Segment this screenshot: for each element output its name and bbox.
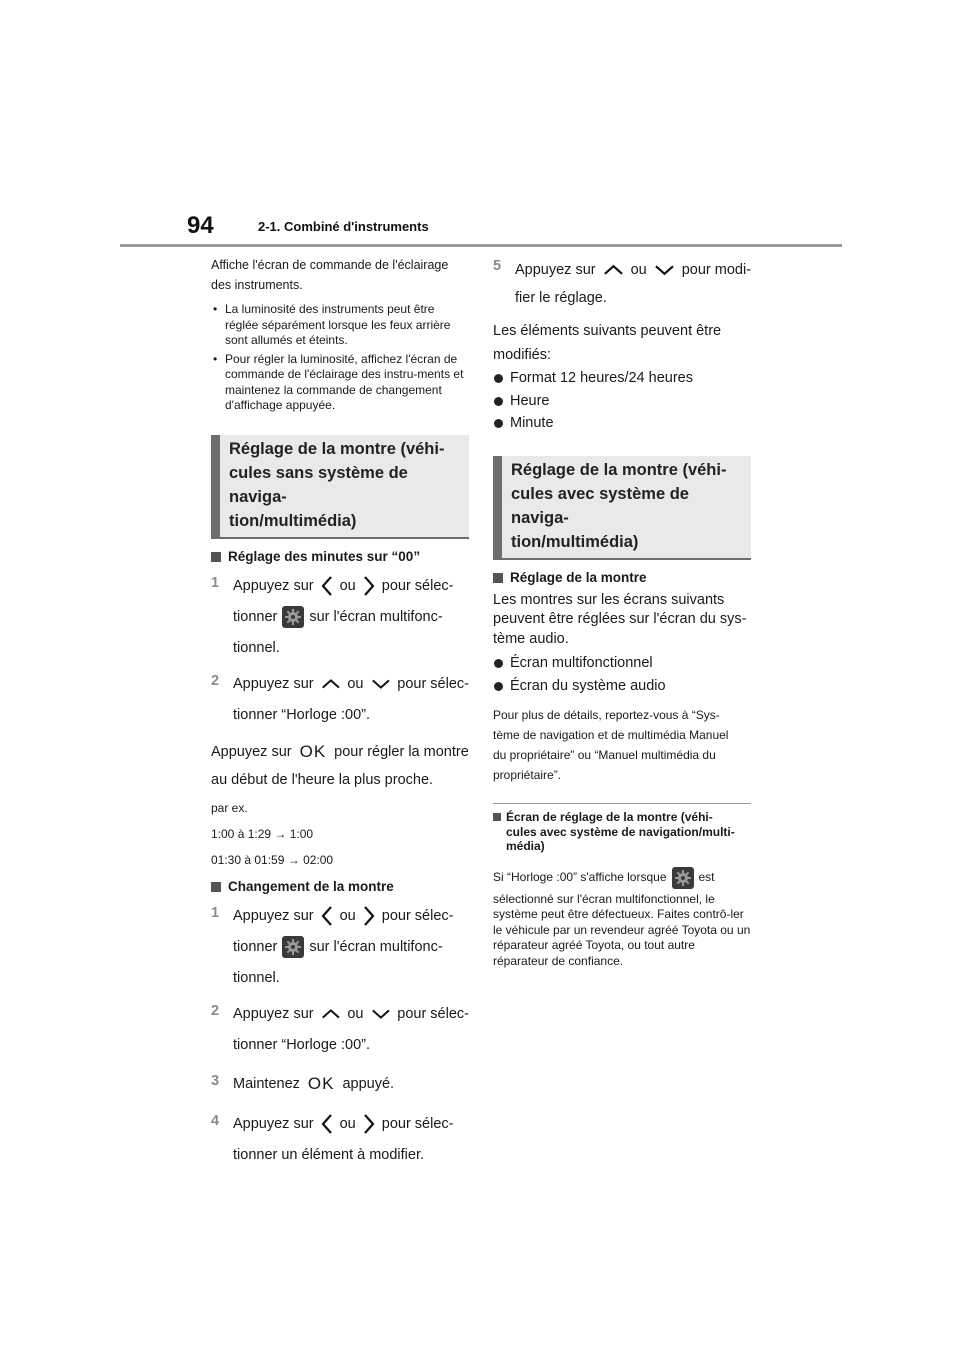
step-number: 3 <box>211 1072 220 1089</box>
step-number: 2 <box>211 672 220 689</box>
step-text: ou <box>347 676 364 692</box>
modifiable-intro-1: Les éléments suivants peuvent être <box>493 323 722 339</box>
step-text: tionner un élément à modifier. <box>233 1147 425 1163</box>
step-text: tionner “Horloge :00”. <box>233 1037 371 1053</box>
clock-paragraph-1: Les montres sur les écrans suivants <box>493 591 725 608</box>
chevron-left-icon <box>321 1113 333 1135</box>
intro-line-1: Affiche l'écran de commande de l'éclairage <box>211 258 449 272</box>
step-text: pour sélec- <box>397 1006 469 1022</box>
step-text: Appuyez sur <box>233 908 314 924</box>
instruction-text: au début de l'heure la plus proche. <box>211 771 434 788</box>
subheading-minutes-text: Réglage des minutes sur “00” <box>228 548 421 564</box>
step-1 <box>211 571 469 664</box>
section-title: 2-1. Combiné d'instruments <box>258 219 429 234</box>
ok-button-icon: OK <box>307 1074 335 1093</box>
change-step-4 <box>211 1109 469 1171</box>
example-1: 1:00 à 1:29 → 1:00 <box>211 826 314 841</box>
step-number: 1 <box>211 904 220 921</box>
ok-instruction <box>211 737 469 793</box>
chevron-down-icon <box>654 264 675 276</box>
step-text: ou <box>630 262 647 278</box>
heading-line-2: cules sans système de naviga- <box>229 463 408 506</box>
chevron-right-icon <box>363 1113 375 1135</box>
note-bullet-1: • La luminosité des instruments peut être réglée séparément lorsque les feux arrière sont allumés et éteints. <box>211 302 469 349</box>
list-item: Heure <box>493 390 751 413</box>
step-text: Appuyez sur <box>233 676 314 692</box>
right-column <box>493 258 751 969</box>
step-text: fier le réglage. <box>515 289 607 306</box>
warning-paragraph: sélectionné sur l'écran multifonctionnel, le système peut être défectueux. Faites contrô-ler le véhicule par un revendeur agréé Toyota ou un réparateur agréé Toyota, ou tout autre réparateur de confiance. <box>493 891 751 968</box>
list-item: Format 12 heures/24 heures <box>493 367 751 390</box>
clock-paragraph-2: peuvent être réglées sur l'écran du sys- <box>493 611 747 627</box>
change-step-3 <box>211 1069 469 1100</box>
step-text: tionnel. <box>233 640 280 656</box>
reference-line-4: propriétaire”. <box>493 768 562 782</box>
gear-icon <box>282 936 304 958</box>
step-text: Appuyez sur <box>233 1006 314 1022</box>
list-item: Minute <box>493 412 751 435</box>
step-text: ou <box>339 908 356 924</box>
instruction-text: Appuyez sur <box>211 743 292 760</box>
square-bullet-icon <box>211 882 221 892</box>
step-text: tionner “Horloge :00”. <box>233 707 371 723</box>
chevron-left-icon <box>321 575 333 597</box>
step-text: ou <box>347 1006 364 1022</box>
step-text: Maintenez <box>233 1076 300 1092</box>
subheading-clock-screen <box>493 810 751 854</box>
step-text: sur l'écran multifonc- <box>309 939 443 955</box>
warning-text: est <box>698 869 715 884</box>
chevron-up-icon <box>603 264 624 276</box>
step-2 <box>211 669 469 731</box>
step-text: pour modi- <box>681 262 751 278</box>
step-number: 5 <box>493 258 502 274</box>
chevron-right-icon <box>363 905 375 927</box>
heading-line-2: cules avec système de naviga- <box>511 484 689 527</box>
warning-line-1 <box>493 866 751 890</box>
subheading-change-clock-text: Changement de la montre <box>228 878 394 894</box>
heading-line-1: Réglage de la montre (véhi- <box>229 439 445 458</box>
page-number: 94 <box>187 212 214 239</box>
reference-line-1: Pour plus de détails, reportez-vous à “Sys- <box>493 708 720 722</box>
heading-line-3: tion/multimédia) <box>511 532 639 551</box>
subheading-line: média) <box>506 839 545 853</box>
step-text: tionner <box>233 609 278 625</box>
square-bullet-icon <box>493 813 501 821</box>
step-number: 1 <box>211 574 220 591</box>
warning-text: Si “Horloge :00” s'affiche lorsque <box>493 869 667 884</box>
reference-line-2: tème de navigation et de multimédia Manuel <box>493 728 729 742</box>
change-step-1 <box>211 901 469 994</box>
list-item: Écran du système audio <box>493 675 751 698</box>
subheading-line: cules avec système de navigation/multi- <box>506 824 735 839</box>
gear-icon <box>672 867 694 889</box>
gear-icon <box>282 606 304 628</box>
reference-line-3: du propriétaire” ou “Manuel multimédia du <box>493 748 716 762</box>
step-text: Appuyez sur <box>233 578 314 594</box>
step-text: tionnel. <box>233 970 280 986</box>
chevron-right-icon <box>363 575 375 597</box>
square-bullet-icon <box>211 552 221 562</box>
left-column <box>211 255 469 1171</box>
step-number: 4 <box>211 1112 220 1129</box>
example-label: par ex. <box>211 800 248 815</box>
divider <box>493 803 751 804</box>
note-bullet-2: • Pour régler la luminosité, affichez l'écran de commande de l'éclairage des instru-ments et maintenez la commande de changement d'affichage appuyée. <box>211 352 469 414</box>
change-step-2 <box>211 999 469 1061</box>
subheading-line: Écran de réglage de la montre (véhi- <box>506 810 713 824</box>
step-text: pour sélec- <box>381 578 454 594</box>
chevron-left-icon <box>321 905 333 927</box>
ok-button-icon: OK <box>299 741 327 761</box>
section-heading-box-2 <box>493 456 751 560</box>
heading-line-3: tion/multimédia) <box>229 511 357 530</box>
step-text: tionner <box>233 939 278 955</box>
step-text: ou <box>339 1116 356 1132</box>
section-heading-box-1 <box>211 435 469 539</box>
instruction-text: pour régler la montre <box>334 743 469 760</box>
modifiable-intro-2: modifiés: <box>493 347 552 363</box>
step-text: Appuyez sur <box>515 262 596 278</box>
step-text: pour sélec- <box>381 908 454 924</box>
step-5 <box>493 258 751 313</box>
step-text: pour sélec- <box>381 1116 454 1132</box>
step-number: 2 <box>211 1002 220 1019</box>
header-rule <box>120 244 842 247</box>
subheading-set-clock <box>493 568 751 588</box>
chevron-down-icon <box>371 678 391 690</box>
step-text: ou <box>339 578 356 594</box>
step-text: pour sélec- <box>397 676 469 692</box>
example-2: 01:30 à 01:59 → 02:00 <box>211 852 334 867</box>
chevron-down-icon <box>371 1008 391 1020</box>
step-text: Appuyez sur <box>233 1116 314 1132</box>
subheading-set-clock-text: Réglage de la montre <box>510 569 647 585</box>
clock-paragraph-3: tème audio. <box>493 630 569 647</box>
list-item: Écran multifonctionnel <box>493 652 751 675</box>
subheading-minutes <box>211 547 469 567</box>
chevron-up-icon <box>321 1008 341 1020</box>
subheading-change-clock <box>211 877 469 897</box>
chevron-up-icon <box>321 678 341 690</box>
step-text: appuyé. <box>342 1076 395 1092</box>
heading-line-1: Réglage de la montre (véhi- <box>511 460 727 479</box>
step-text: sur l'écran multifonc- <box>309 609 443 625</box>
intro-line-2: des instruments. <box>211 278 303 292</box>
square-bullet-icon <box>493 573 503 583</box>
